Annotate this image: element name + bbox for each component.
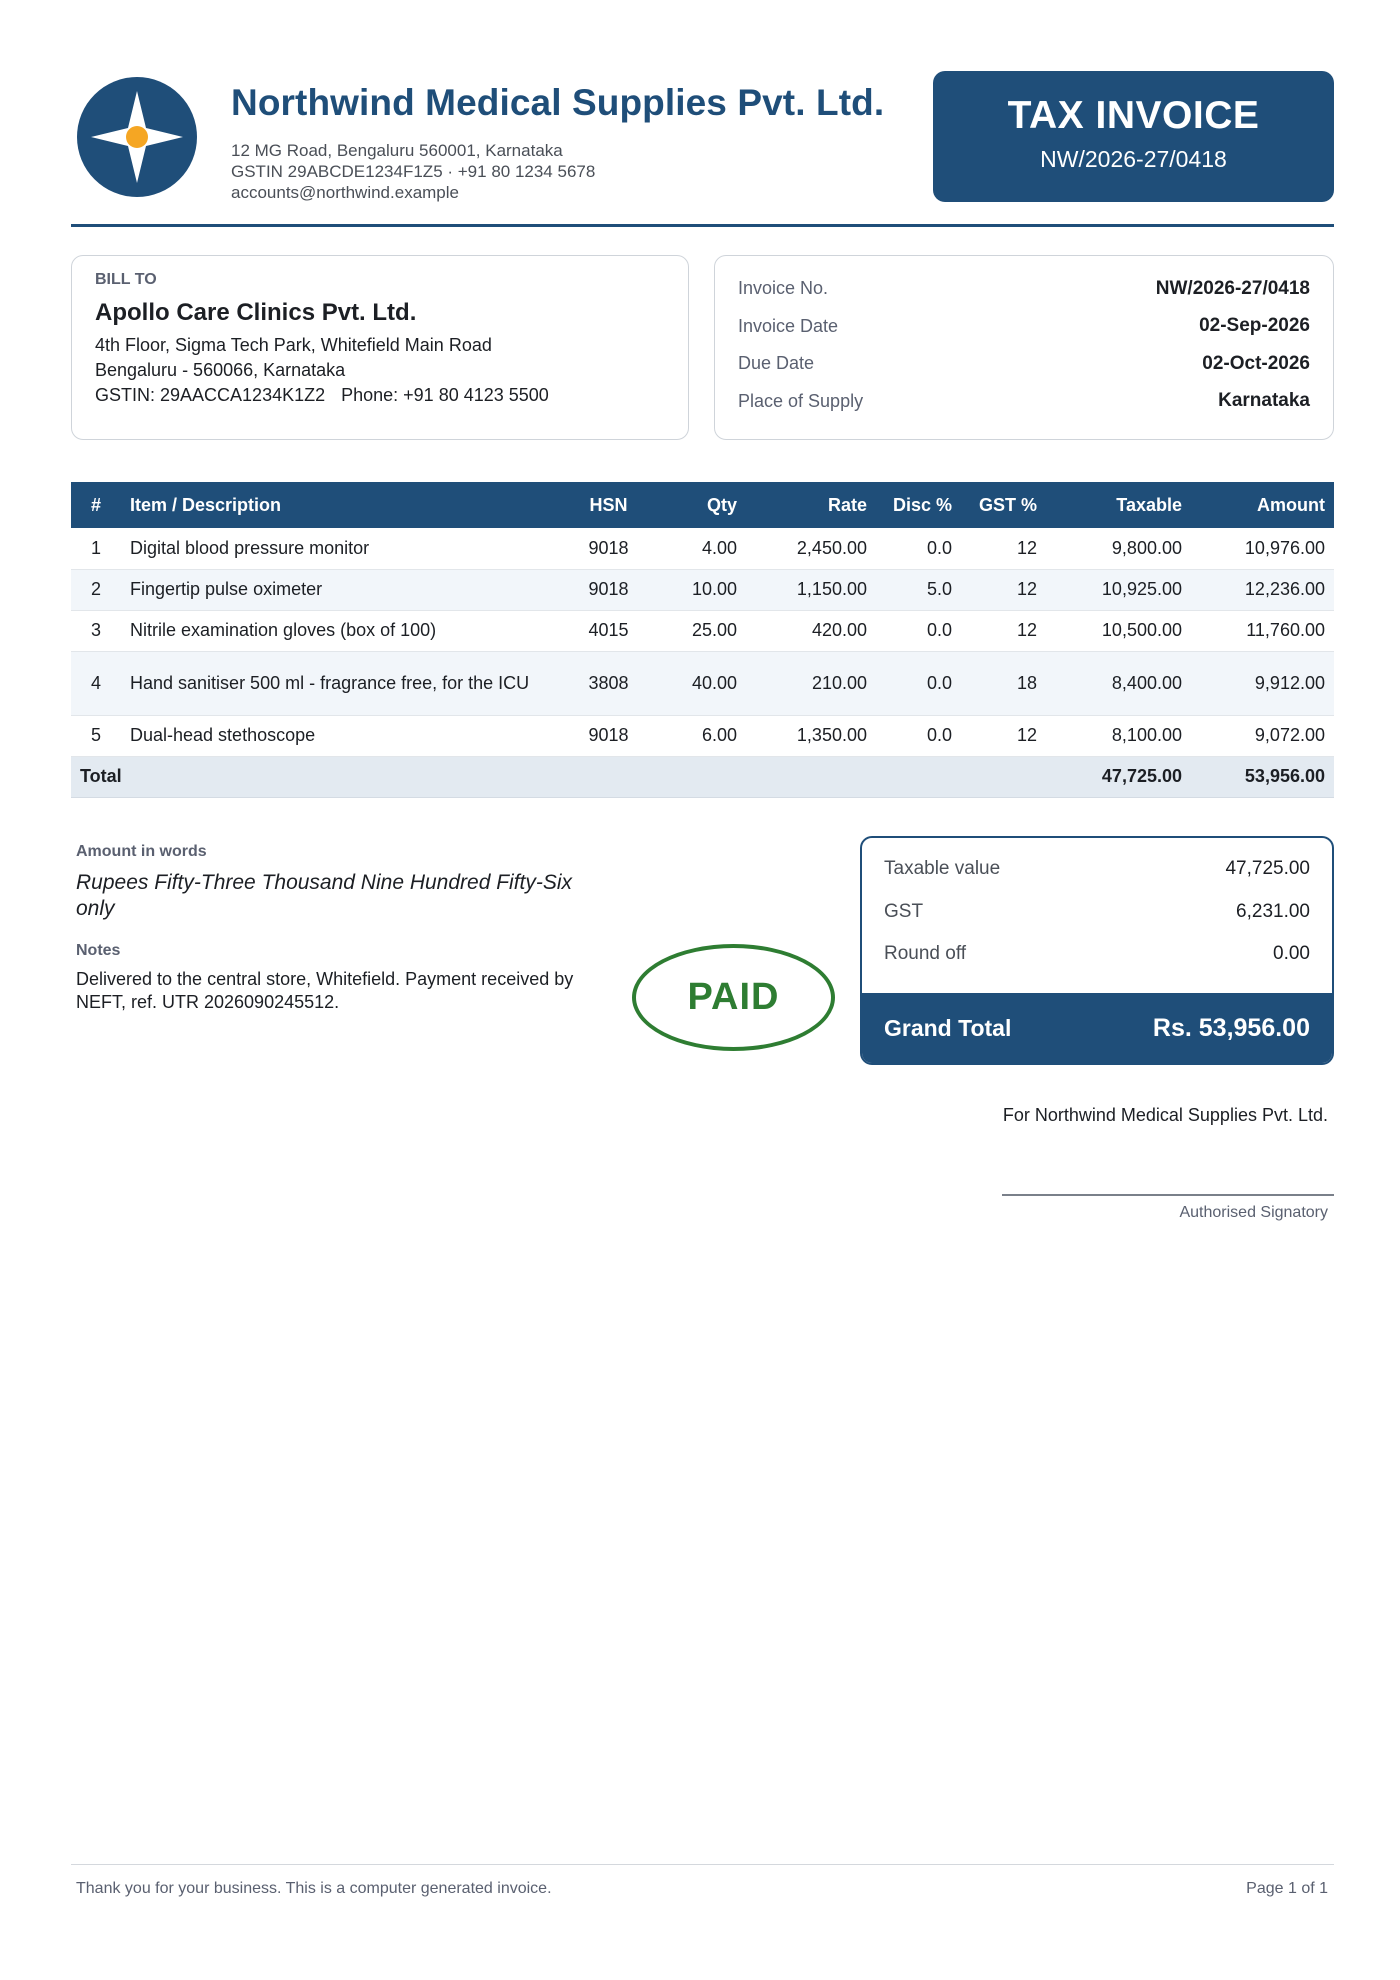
cell-qty: 6.00 bbox=[651, 715, 746, 756]
column-header: Taxable bbox=[1046, 482, 1191, 528]
cell-hsn: 3808 bbox=[566, 651, 651, 715]
meta-label: Due Date bbox=[738, 353, 815, 374]
cell-index: 3 bbox=[71, 610, 121, 651]
column-header: # bbox=[71, 482, 121, 528]
cell-rate: 420.00 bbox=[746, 610, 876, 651]
cell-taxable: 9,800.00 bbox=[1046, 528, 1191, 569]
cell-rate: 1,150.00 bbox=[746, 569, 876, 610]
paid-stamp: PAID bbox=[632, 944, 835, 1051]
grand-total-value: Rs. 53,956.00 bbox=[1152, 1013, 1310, 1042]
signatory-for-line: For Northwind Medical Supplies Pvt. Ltd. bbox=[1002, 1105, 1328, 1125]
signature-line bbox=[1002, 1194, 1334, 1196]
cell-disc: 5.0 bbox=[876, 569, 961, 610]
footer-thanks: Thank you for your business. This is a computer generated invoice. bbox=[76, 1880, 552, 1897]
bill-to-card bbox=[71, 255, 689, 440]
table-total-row bbox=[71, 756, 1334, 797]
summary-label: Taxable value bbox=[884, 858, 1001, 880]
cell-disc: 0.0 bbox=[876, 715, 961, 756]
cell-index: 2 bbox=[71, 569, 121, 610]
cell-amount: 12,236.00 bbox=[1191, 569, 1334, 610]
cell-amount: 9,912.00 bbox=[1191, 651, 1334, 715]
meta-label: Invoice Date bbox=[738, 315, 839, 336]
footer-divider bbox=[71, 1864, 1334, 1865]
bill-to-gstin: GSTIN: 29AACCA1234K1Z2 bbox=[95, 385, 326, 405]
bill-to-ids bbox=[95, 383, 665, 408]
cell-rate: 210.00 bbox=[746, 651, 876, 715]
meta-value: 02-Oct-2026 bbox=[1202, 352, 1310, 374]
meta-row-invoice-no bbox=[738, 270, 1310, 308]
table-row bbox=[71, 610, 1334, 651]
bill-to-name: Apollo Care Clinics Pvt. Ltd. bbox=[95, 299, 417, 326]
column-header: Amount bbox=[1191, 482, 1334, 528]
company-address: 12 MG Road, Bengaluru 560001, Karnataka bbox=[231, 141, 563, 160]
invoice-title-number: NW/2026-27/0418 bbox=[1040, 146, 1227, 172]
meta-row-place-of-supply bbox=[738, 383, 1310, 421]
cell-description: Dual-head stethoscope bbox=[121, 715, 566, 756]
company-gstin-phone: GSTIN 29ABCDE1234F1Z5 · +91 80 1234 5678 bbox=[231, 162, 596, 181]
total-taxable: 47,725.00 bbox=[1046, 756, 1191, 797]
invoice-title-box bbox=[933, 71, 1334, 202]
company-block bbox=[231, 82, 911, 203]
table-row bbox=[71, 651, 1334, 715]
cell-rate: 1,350.00 bbox=[746, 715, 876, 756]
page-number: Page 1 of 1 bbox=[1246, 1880, 1328, 1897]
bill-to-label: BILL TO bbox=[95, 271, 157, 288]
cell-amount: 9,072.00 bbox=[1191, 715, 1334, 756]
cell-gst: 12 bbox=[961, 528, 1046, 569]
meta-label: Place of Supply bbox=[738, 390, 864, 411]
company-email: accounts@northwind.example bbox=[231, 183, 459, 202]
cell-index: 4 bbox=[71, 651, 121, 715]
cell-gst: 18 bbox=[961, 651, 1046, 715]
total-label: Total bbox=[71, 756, 1046, 797]
table-row bbox=[71, 569, 1334, 610]
table-header-row bbox=[71, 482, 1334, 528]
meta-row-invoice-date bbox=[738, 308, 1310, 346]
cell-taxable: 10,925.00 bbox=[1046, 569, 1191, 610]
cell-index: 1 bbox=[71, 528, 121, 569]
cell-description: Nitrile examination gloves (box of 100) bbox=[121, 610, 566, 651]
column-header: Item / Description bbox=[121, 482, 566, 528]
cell-taxable: 8,400.00 bbox=[1046, 651, 1191, 715]
summary-value: 6,231.00 bbox=[1236, 900, 1310, 922]
grand-total-bar bbox=[862, 993, 1332, 1063]
summary-label: Round off bbox=[884, 943, 967, 965]
cell-hsn: 9018 bbox=[566, 528, 651, 569]
notes-text: Delivered to the central store, Whitefield. Payment received by NEFT, ref. UTR 2026090245512. bbox=[76, 969, 574, 1012]
cell-gst: 12 bbox=[961, 715, 1046, 756]
cell-description: Fingertip pulse oximeter bbox=[121, 569, 566, 610]
meta-value: Karnataka bbox=[1218, 390, 1310, 412]
company-name: Northwind Medical Supplies Pvt. Ltd. bbox=[231, 82, 885, 123]
meta-row-due-date bbox=[738, 345, 1310, 383]
cell-hsn: 9018 bbox=[566, 569, 651, 610]
items-table bbox=[71, 482, 1334, 798]
cell-hsn: 9018 bbox=[566, 715, 651, 756]
cell-description: Hand sanitiser 500 ml - fragrance free, for the ICU bbox=[121, 651, 566, 715]
cell-disc: 0.0 bbox=[876, 651, 961, 715]
summary-row-gst bbox=[884, 891, 1310, 934]
cell-description: Digital blood pressure monitor bbox=[121, 528, 566, 569]
authorised-signatory-label: Authorised Signatory bbox=[1179, 1204, 1328, 1221]
summary-row-round-off bbox=[884, 933, 1310, 976]
total-amount: 53,956.00 bbox=[1191, 756, 1334, 797]
table-row bbox=[71, 715, 1334, 756]
invoice-meta-card bbox=[714, 255, 1334, 440]
grand-total-label: Grand Total bbox=[884, 1014, 1012, 1041]
cell-amount: 10,976.00 bbox=[1191, 528, 1334, 569]
cell-gst: 12 bbox=[961, 569, 1046, 610]
column-header: HSN bbox=[566, 482, 651, 528]
summary-row-taxable bbox=[884, 848, 1310, 891]
cell-taxable: 10,500.00 bbox=[1046, 610, 1191, 651]
meta-value: NW/2026-27/0418 bbox=[1155, 277, 1310, 299]
notes-label: Notes bbox=[76, 942, 121, 959]
summary-value: 47,725.00 bbox=[1225, 858, 1310, 880]
table-row bbox=[71, 528, 1334, 569]
column-header: Disc % bbox=[876, 482, 961, 528]
bill-to-address-2: Bengaluru - 560066, Karnataka bbox=[95, 360, 346, 380]
cell-gst: 12 bbox=[961, 610, 1046, 651]
cell-qty: 10.00 bbox=[651, 569, 746, 610]
header-divider bbox=[71, 224, 1334, 227]
cell-qty: 25.00 bbox=[651, 610, 746, 651]
bill-to-address-1: 4th Floor, Sigma Tech Park, Whitefield Main Road bbox=[95, 335, 492, 355]
column-header: Qty bbox=[651, 482, 746, 528]
column-header: Rate bbox=[746, 482, 876, 528]
cell-qty: 40.00 bbox=[651, 651, 746, 715]
summary-value: 0.00 bbox=[1273, 943, 1310, 965]
cell-rate: 2,450.00 bbox=[746, 528, 876, 569]
amount-in-words: Rupees Fifty-Three Thousand Nine Hundred Fifty-Six only bbox=[76, 871, 573, 920]
cell-amount: 11,760.00 bbox=[1191, 610, 1334, 651]
compass-star-icon bbox=[77, 77, 197, 197]
amount-in-words-label: Amount in words bbox=[76, 843, 207, 860]
column-header: GST % bbox=[961, 482, 1046, 528]
totals-summary bbox=[860, 836, 1334, 1065]
summary-label: GST bbox=[884, 900, 924, 922]
bill-to-phone: Phone: +91 80 4123 5500 bbox=[341, 385, 549, 405]
cell-disc: 0.0 bbox=[876, 610, 961, 651]
invoice-title: TAX INVOICE bbox=[1007, 94, 1260, 137]
meta-label: Invoice No. bbox=[738, 278, 829, 299]
cell-qty: 4.00 bbox=[651, 528, 746, 569]
cell-disc: 0.0 bbox=[876, 528, 961, 569]
meta-value: 02-Sep-2026 bbox=[1199, 315, 1310, 337]
cell-hsn: 4015 bbox=[566, 610, 651, 651]
cell-index: 5 bbox=[71, 715, 121, 756]
cell-taxable: 8,100.00 bbox=[1046, 715, 1191, 756]
